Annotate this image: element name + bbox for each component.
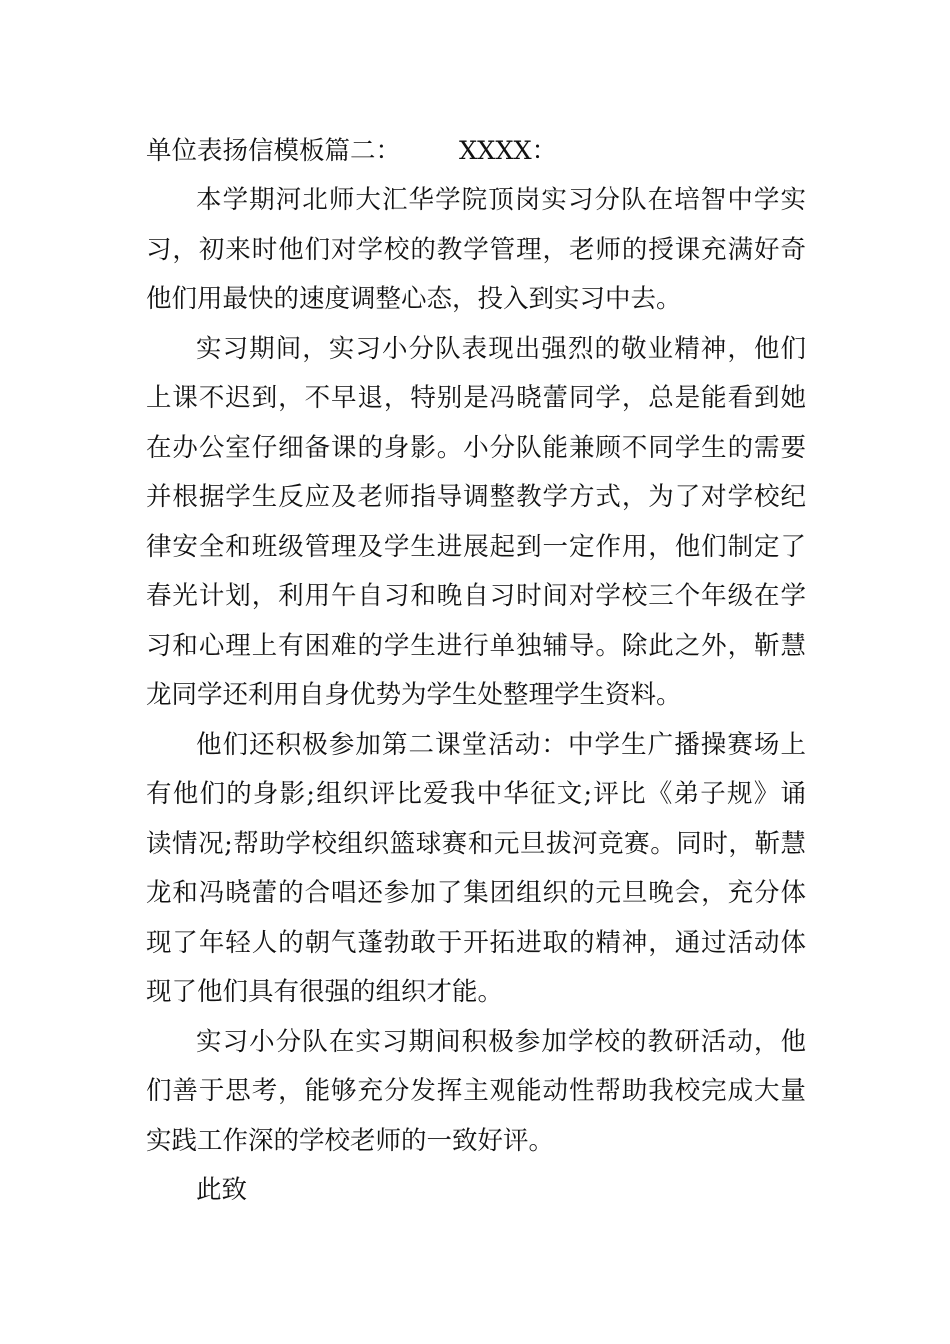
- paragraph-2-line-8: 龙同学还利用自身优势为学生处整理学生资料。: [146, 680, 682, 710]
- paragraph-2-line-3: 在办公室仔细备课的身影。小分队能兼顾不同学生的需要: [146, 433, 806, 463]
- paragraph-3-line-4: 龙和冯晓蕾的合唱还参加了集团组织的元旦晚会，充分体: [146, 878, 806, 908]
- paragraph-3-line-1: 他们还积极参加第二课堂活动：中学生广播操赛场上: [196, 730, 806, 760]
- paragraph-3-line-5: 现了年轻人的朝气蓬勃敢于开拓进取的精神，通过活动体: [146, 928, 806, 958]
- paragraph-1-line-2: 习，初来时他们对学校的教学管理，老师的授课充满好奇: [146, 235, 806, 265]
- paragraph-4-line-1: 实习小分队在实习期间积极参加学校的教研活动，他: [196, 1027, 806, 1057]
- paragraph-2-line-6: 春光计划，利用午自习和晚自习时间对学校三个年级在学: [146, 581, 806, 611]
- paragraph-1-line-3: 他们用最快的速度调整心态，投入到实习中去。: [146, 284, 682, 314]
- paragraph-3-line-3: 读情况;帮助学校组织篮球赛和元旦拔河竞赛。同时，靳慧: [146, 829, 806, 859]
- paragraph-2-line-7: 习和心理上有困难的学生进行单独辅导。除此之外，靳慧: [146, 631, 806, 661]
- recipient-salutation: XXXX：: [459, 136, 558, 166]
- letter-title: 单位表扬信模板篇二：: [146, 136, 402, 166]
- paragraph-2-line-5: 律安全和班级管理及学生进展起到一定作用，他们制定了: [146, 532, 806, 562]
- paragraph-3-line-2: 有他们的身影;组织评比爱我中华征文;评比《弟子规》诵: [146, 779, 806, 809]
- paragraph-2-line-1: 实习期间，实习小分队表现出强烈的敬业精神，他们: [196, 334, 806, 364]
- paragraph-4-line-3: 实践工作深的学校老师的一致好评。: [146, 1126, 555, 1156]
- paragraph-2-line-4: 并根据学生反应及老师指导调整教学方式，为了对学校纪: [146, 482, 806, 512]
- paragraph-2-line-2: 上课不迟到，不早退，特别是冯晓蕾同学，总是能看到她: [146, 383, 806, 413]
- letter-heading: [146, 136, 806, 166]
- closing-salutation: 此致: [196, 1175, 248, 1205]
- paragraph-4-line-2: 们善于思考，能够充分发挥主观能动性帮助我校完成大量: [146, 1076, 806, 1106]
- paragraph-3-line-6: 现了他们具有很强的组织才能。: [146, 977, 504, 1007]
- paragraph-1-line-1: 本学期河北师大汇华学院顶岗实习分队在培智中学实: [196, 185, 806, 215]
